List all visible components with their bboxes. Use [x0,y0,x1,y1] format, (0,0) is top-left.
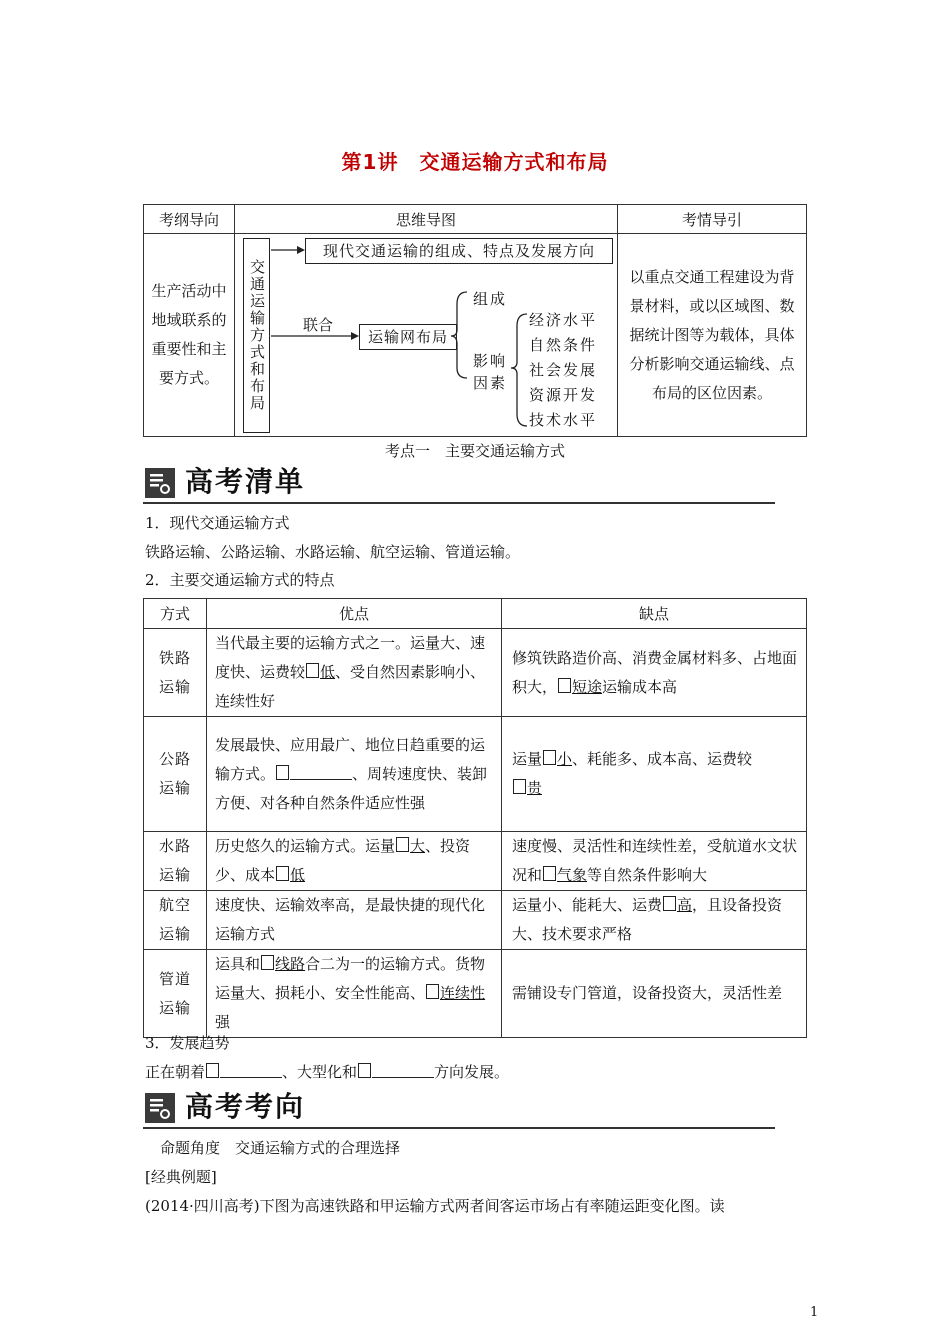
fill-box-icon [513,779,526,794]
mode-disadvantages: 修筑铁路造价高、消费金属材料多、占地面积大， 短途运输成本高 [502,629,807,717]
heading-text: 高考清单 [185,465,306,498]
mindmap-factors-label: 影响因素 [473,352,508,392]
answer-blank [290,765,352,780]
mindmap-link-label: 联合 [303,316,334,334]
factor-item: 资源开发 [529,386,598,404]
overview-table [143,204,807,437]
fill-box-icon [663,896,676,911]
mindmap-branch-2: 运输网布局 [359,324,457,350]
factor-item: 技术水平 [529,411,598,429]
mode-advantages: 速度快、运输效率高，是最快捷的现代化运输方式 [207,891,502,950]
fill-box-icon [276,765,289,780]
heading-text: 高考考向 [185,1090,306,1123]
section-caption: 考点一 主要交通运输方式 [384,442,565,460]
header-advantages: 优点 [207,599,502,629]
fill-box-icon [206,1063,219,1078]
fill-box-icon [426,984,439,999]
example-label: [经典例题] [145,1168,217,1186]
header-syllabus: 考纲导向 [144,205,235,234]
header-guide: 考情导引 [618,205,807,234]
section-heading-direction [143,1087,775,1129]
factor-item: 经济水平 [529,311,598,329]
mode-name: 水路运输 [144,832,207,891]
mindmap-factor-list [529,308,597,433]
mode-disadvantages: 运量小、能耗大、运费 高，且设备投资大、技术要求严格 [502,891,807,950]
mode-advantages: 运具和 线路合二为一的运输方式。货物运量大、损耗小、安全性能高、 连续性强 [207,950,502,1038]
table-row [144,891,807,950]
document-icon [145,468,175,498]
fill-box-icon [543,866,556,881]
mode-disadvantages: 运量 小、耗能多、成本高、运费较 贵 [502,717,807,832]
mindmap-branch-1: 现代交通运输的组成、特点及发展方向 [305,238,613,264]
mode-name: 公路运输 [144,717,207,832]
answer-blank [220,1063,282,1078]
mode-advantages: 历史悠久的运输方式。运量 大、投资少、成本 低 [207,832,502,891]
answer-blank [372,1063,434,1078]
item-3-title: 3．发展趋势 [145,1034,230,1052]
document-icon [145,1093,175,1123]
header-mode: 方式 [144,599,207,629]
item-2-title: 2．主要交通运输方式的特点 [145,571,335,589]
mindmap-compose: 组成 [473,290,508,308]
header-mindmap: 思维导图 [235,205,618,234]
fill-box-icon [358,1063,371,1078]
question-angle: 命题角度 交通运输方式的合理选择 [160,1139,401,1157]
page-number: 1 [810,1305,819,1320]
table-row [144,832,807,891]
fill-box-icon [276,866,289,881]
mode-name: 航空运输 [144,891,207,950]
table-row [144,629,807,717]
item-1-title: 1．现代交通运输方式 [145,514,290,532]
syllabus-cell: 生产活动中地域联系的重要性和主要方式。 [144,234,235,437]
fill-box-icon [558,678,571,693]
mindmap-cell [235,234,618,437]
section-heading-list [143,462,775,504]
mode-disadvantages: 需铺设专门管道，设备投资大，灵活性差 [502,950,807,1038]
guide-cell: 以重点交通工程建设为背景材料，或以区域图、数据统计图等为载体，具体分析影响交通运输线、点布局的区位因素。 [618,234,807,437]
mode-disadvantages: 速度慢、灵活性和连续性差，受航道水文状况和 气象等自然条件影响大 [502,832,807,891]
factor-item: 自然条件 [529,336,598,354]
mindmap-root: 交通运输方式和布局 [243,238,270,433]
transport-modes-table [143,598,807,1038]
table-row [144,717,807,832]
fill-box-icon [543,750,556,765]
fill-box-icon [396,837,409,852]
fill-box-icon [261,955,274,970]
item-3-text: 正在朝着 、大型化和 方向发展。 [145,1063,510,1081]
mode-advantages: 发展最快、应用最广、地位日趋重要的运输方式。 、周转速度快、装卸方便、对各种自然条件适应性强 [207,717,502,832]
header-disadvantages: 缺点 [502,599,807,629]
example-text: (2014·四川高考)下图为高速铁路和甲运输方式两者间客运市场占有率随运距变化图。读 [145,1197,725,1215]
item-1-text: 铁路运输、公路运输、水路运输、航空运输、管道运输。 [145,543,521,561]
mode-advantages: 当代最主要的运输方式之一。运量大、速度快、运费较 低、受自然因素影响小、连续性好 [207,629,502,717]
mind-map [235,234,617,436]
table-row [144,950,807,1038]
factor-item: 社会发展 [529,361,598,379]
mode-name: 管道运输 [144,950,207,1038]
fill-box-icon [306,663,319,678]
page-title: 第1讲 交通运输方式和布局 [341,150,609,174]
mode-name: 铁路运输 [144,629,207,717]
